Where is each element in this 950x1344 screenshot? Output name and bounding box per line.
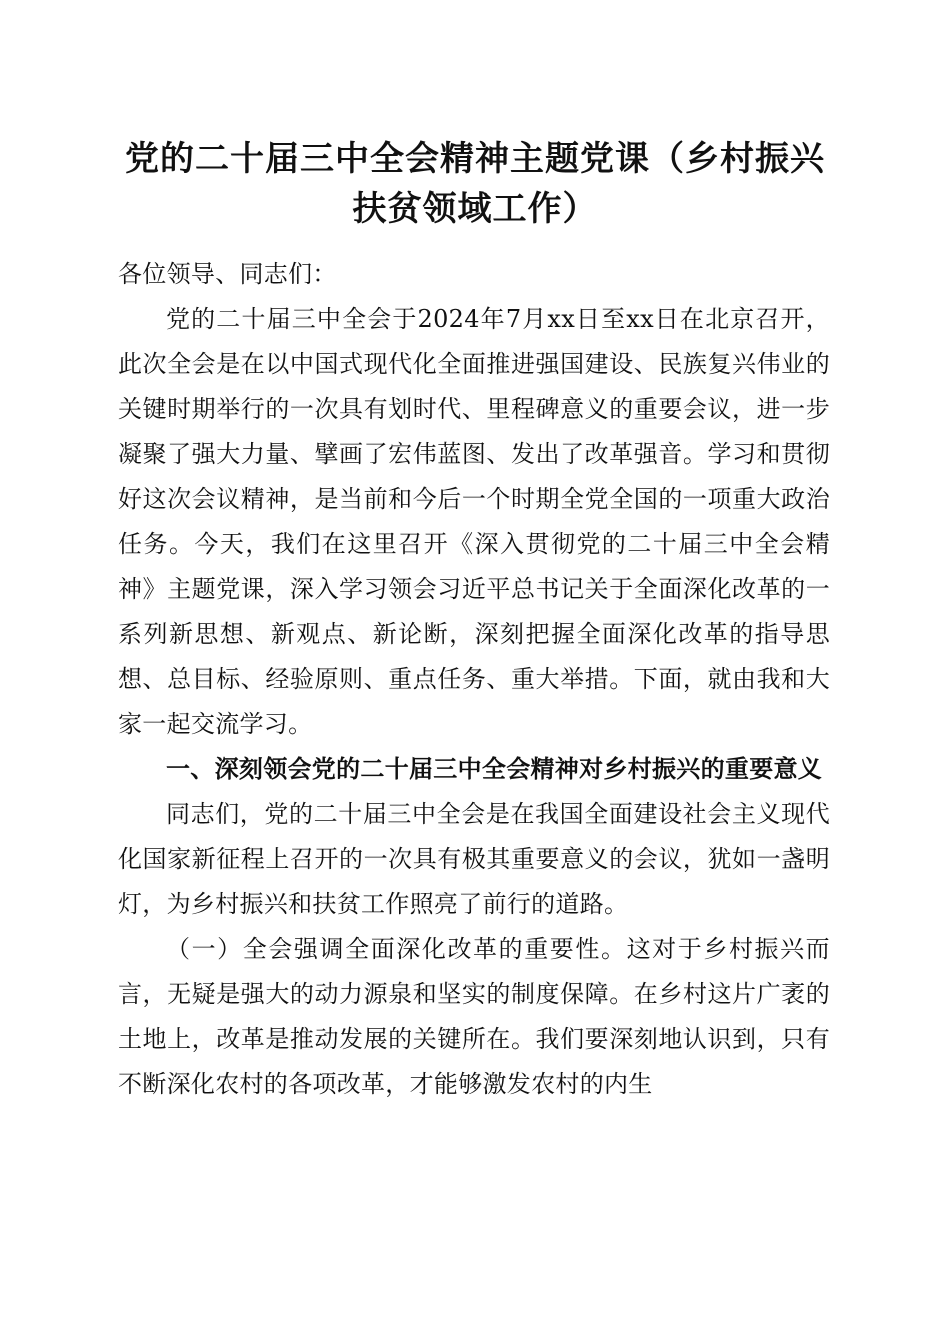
paragraph-subsection-1: （一）全会强调全面深化改革的重要性。这对于乡村振兴而言，无疑是强大的动力源泉和坚实的制度保障。在乡村这片广袤的土地上，改革是推动发展的关键所在。我们要深刻地认识到，只有不断深化农村的各项改革，才能够激发农村的内生 bbox=[118, 935, 830, 1098]
paragraph-section-1: 同志们，党的二十届三中全会是在我国全面建设社会主义现代化国家新征程上召开的一次具有极其重要意义的会议，犹如一盏明灯，为乡村振兴和扶贫工作照亮了前行的道路。 bbox=[118, 800, 830, 918]
title-line-1: 党的二十届三中全会精神主题党课（乡村振兴 bbox=[125, 139, 825, 179]
section-heading-1: 一、深刻领会党的二十届三中全会精神对乡村振兴的重要意义 bbox=[166, 755, 823, 783]
document-body bbox=[118, 252, 830, 1107]
document-title bbox=[100, 134, 850, 234]
salutation: 各位领导、同志们： bbox=[118, 260, 337, 288]
paragraph-intro: 党的二十届三中全会于2024年7月xx日至xx日在北京召开，此次全会是在以中国式现代化全面推进强国建设、民族复兴伟业的关键时期举行的一次具有划时代、里程碑意义的重要会议，进一步凝聚了强大力量、擘画了宏伟蓝图、发出了改革强音。学习和贯彻好这次会议精神，是当前和今后一个时期全党全国的一项重大政治任务。今天，我们在这里召开《深入贯彻党的二十届三中全会精神》主题党课，深入学习领会习近平总书记关于全面深化改革的一系列新思想、新观点、新论断，深刻把握全面深化改革的指导思想、总目标、经验原则、重点任务、重大举措。下面，就由我和大家一起交流学习。 bbox=[118, 305, 830, 738]
title-line-2: 扶贫领域工作） bbox=[352, 189, 598, 229]
